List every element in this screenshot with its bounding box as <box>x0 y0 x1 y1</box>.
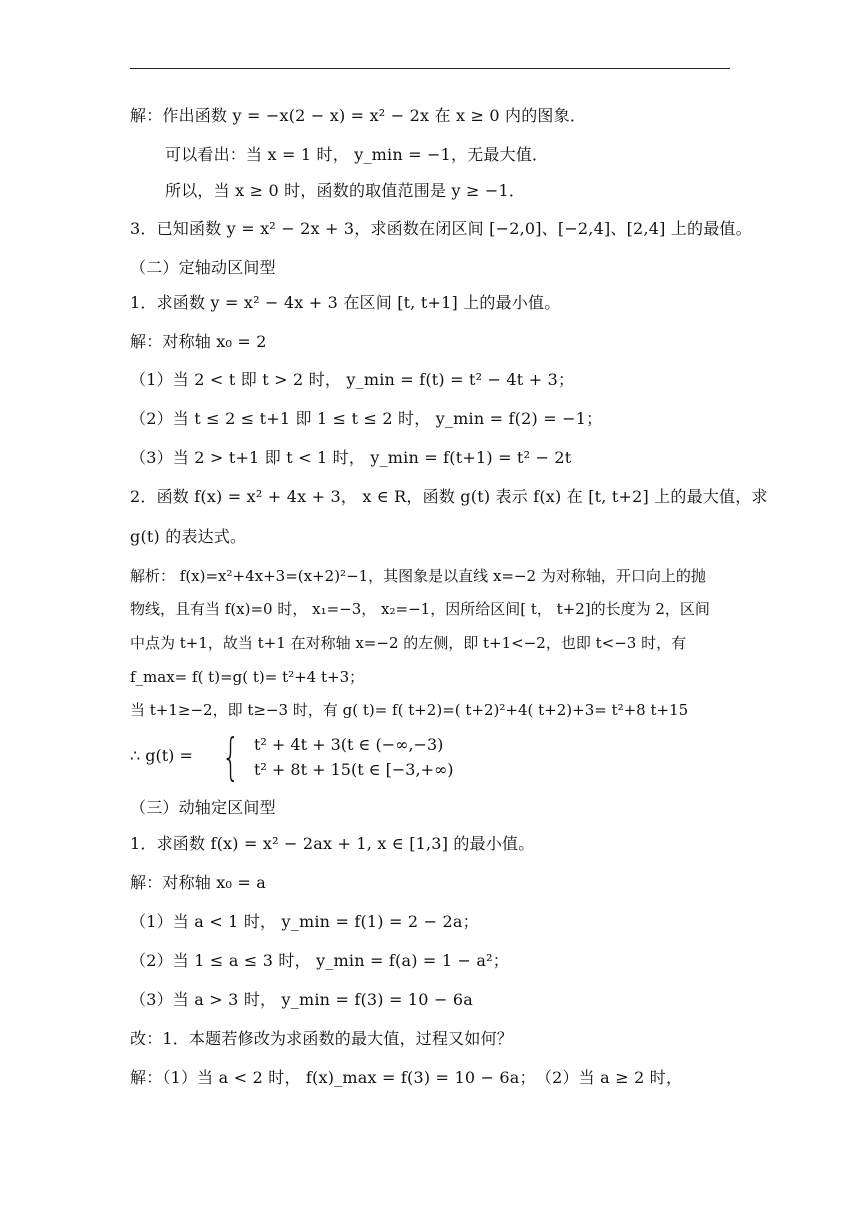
text-line: （3）当 2 > t+1 即 t < 1 时， y_min = f(t+1) = t² − 2t <box>130 448 572 467</box>
text-line: 改：1．本题若修改为求函数的最大值，过程又如何？ <box>130 1029 513 1048</box>
text-line: 2．函数 f(x) = x² + 4x + 3， x ∈ R，函数 g(t) 表示 f(x) 在 [t, t+2] 上的最大值，求 <box>130 487 768 506</box>
text-line: 1．求函数 y = x² − 4x + 3 在区间 [t, t+1] 上的最小值。 <box>130 293 561 312</box>
text-line: （2）当 1 ≤ a ≤ 3 时， y_min = f(a) = 1 − a²； <box>130 951 509 970</box>
text-line: （3）当 a > 3 时， y_min = f(3) = 10 − 6a <box>130 990 473 1009</box>
text-line: 解：对称轴 x₀ = a <box>130 873 267 892</box>
text-line: g(t) 的表达式。 <box>130 527 247 546</box>
text-line: 物线，且有当 f(x)=0 时， x₁=−3， x₂=−1，因所给区间[ t， t+2]的长度为 2，区间 <box>130 600 710 618</box>
text-line: 解：对称轴 x₀ = 2 <box>130 332 267 351</box>
text-line: （2）当 t ≤ 2 ≤ t+1 即 1 ≤ t ≤ 2 时， y_min = f(2) = −1； <box>130 409 603 428</box>
text-line: f_max= f( t)=g( t)= t²+4 t+3； <box>130 668 365 686</box>
header-rule <box>130 68 730 69</box>
piecewise-case-1: t² + 4t + 3(t ∈ (−∞,−3) <box>254 735 444 754</box>
text-line: 1．求函数 f(x) = x² − 2ax + 1, x ∈ [1,3] 的最小值。 <box>130 834 535 853</box>
text-line: 当 t+1≥−2，即 t≥−3 时，有 g( t)= f( t+2)=( t+2)²+4( t+2)+3= t²+8 t+15 <box>130 701 689 719</box>
brace-symbol: { <box>222 728 240 786</box>
text-line: （1）当 a < 1 时， y_min = f(1) = 2 − 2a； <box>130 912 479 931</box>
text-line: 解：作出函数 y = −x(2 − x) = x² − 2x 在 x ≥ 0 内的图象． <box>130 106 587 125</box>
text-line: 解：（1）当 a < 2 时， f(x)_max = f(3) = 10 − 6a； （2）当 a ≥ 2 时， <box>130 1068 683 1087</box>
text-line: 3．已知函数 y = x² − 2x + 3，求函数在闭区间 [−2,0]、[−2,4]、[2,4] 上的最值。 <box>130 219 752 238</box>
section-heading: （三）动轴定区间型 <box>130 798 276 817</box>
piecewise-label: ∴ g(t) = <box>130 746 193 765</box>
text-line: 中点为 t+1，故当 t+1 在对称轴 x=−2 的左侧，即 t+1<−2，也即 t<−3 时，有 <box>130 634 687 652</box>
text-line: 所以，当 x ≥ 0 时，函数的取值范围是 y ≥ −1． <box>165 181 526 200</box>
text-line: （1）当 2 < t 即 t > 2 时， y_min = f(t) = t² − 4t + 3； <box>130 370 575 389</box>
section-heading: （二）定轴动区间型 <box>130 258 276 277</box>
text-line: 可以看出：当 x = 1 时， y_min = −1，无最大值． <box>165 145 549 164</box>
piecewise-case-2: t² + 8t + 15(t ∈ [−3,+∞) <box>254 760 454 779</box>
text-line: 解析： f(x)=x²+4x+3=(x+2)²−1，其图象是以直线 x=−2 为对称轴，开口向上的抛 <box>130 567 706 585</box>
